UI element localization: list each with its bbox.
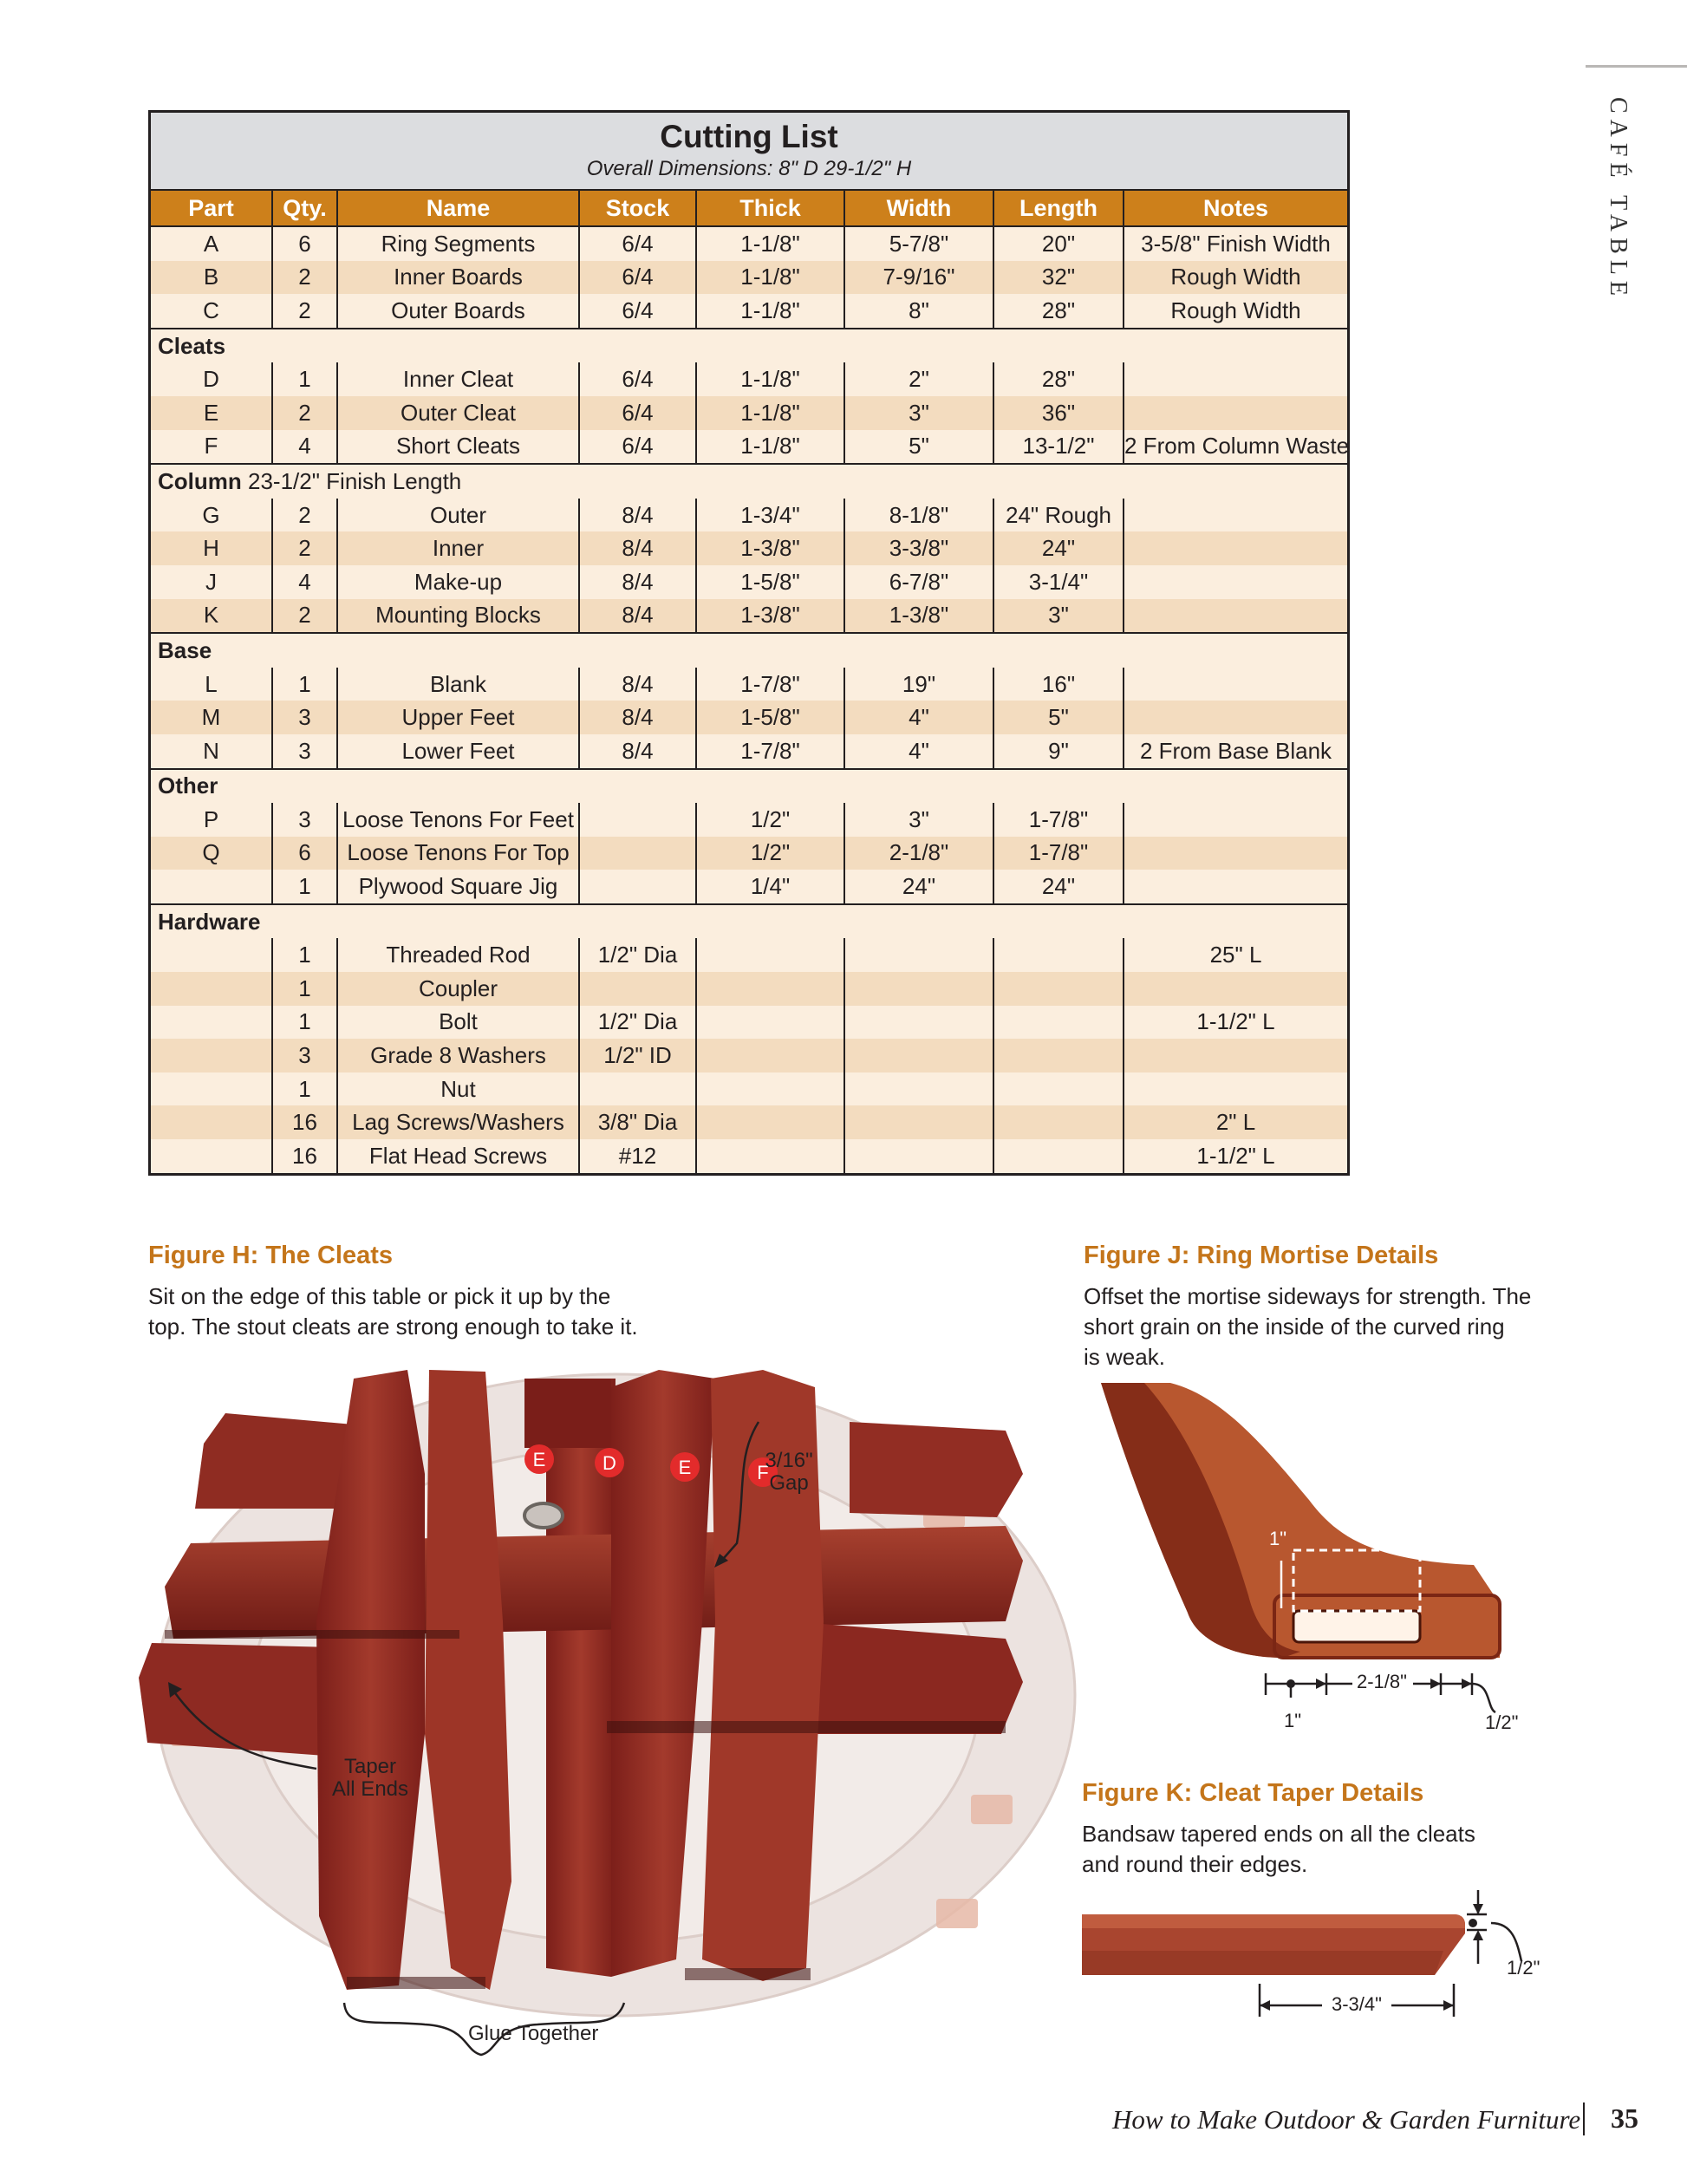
table-row bbox=[151, 1039, 1347, 1072]
figure-k-description: Bandsaw tapered ends on all the cleats and round their edges. bbox=[1082, 1821, 1475, 1877]
table-row bbox=[151, 261, 1347, 295]
table-cell: Threaded Rod bbox=[337, 938, 579, 972]
marker-f-label: F bbox=[757, 1462, 769, 1483]
table-cell: 4" bbox=[844, 734, 993, 769]
table-row bbox=[151, 1006, 1347, 1040]
table-cell bbox=[151, 972, 272, 1006]
table-cell: 1-3/8" bbox=[696, 599, 844, 634]
table-cell: Mounting Blocks bbox=[337, 599, 579, 634]
table-cell: Make-up bbox=[337, 565, 579, 599]
table-cell: 3" bbox=[993, 599, 1124, 634]
table-cell: 1-1/2" L bbox=[1124, 1006, 1347, 1040]
mortise-end-label: 1/2" bbox=[1485, 1711, 1519, 1733]
marker-d-label: D bbox=[602, 1452, 616, 1474]
table-cell: 2 bbox=[272, 294, 337, 329]
section-label-bold: Cleats bbox=[158, 332, 226, 359]
table-cell: 6/4 bbox=[579, 261, 696, 295]
table-cell: 2 bbox=[272, 499, 337, 532]
table-row bbox=[151, 837, 1347, 870]
table-cell: 3-3/8" bbox=[844, 531, 993, 565]
table-row bbox=[151, 599, 1347, 634]
table-cell: Bolt bbox=[337, 1006, 579, 1040]
section-label-bold: Column bbox=[158, 467, 242, 494]
table-cell: 8/4 bbox=[579, 701, 696, 734]
table-cell bbox=[151, 1139, 272, 1173]
page-number: 35 bbox=[1611, 2103, 1638, 2134]
column-header: Stock bbox=[579, 191, 696, 226]
gap-label: 3/16" Gap bbox=[765, 1449, 813, 1495]
cutting-list-subtitle: Overall Dimensions: 8" D 29-1/2" H bbox=[586, 157, 912, 180]
table-cell: 6-7/8" bbox=[844, 565, 993, 599]
table-cell bbox=[1124, 565, 1347, 599]
center-washer bbox=[524, 1503, 563, 1528]
table-cell: 8/4 bbox=[579, 668, 696, 701]
table-cell: Rough Width bbox=[1124, 261, 1347, 295]
table-cell: 1 bbox=[272, 1072, 337, 1106]
table-cell bbox=[151, 1072, 272, 1106]
figure-h-title: Figure H: The Cleats bbox=[148, 1242, 393, 1269]
table-cell bbox=[696, 972, 844, 1006]
mortise bbox=[1293, 1611, 1420, 1642]
table-cell: G bbox=[151, 499, 272, 532]
table-cell: Rough Width bbox=[1124, 294, 1347, 329]
table-cell: A bbox=[151, 226, 272, 261]
table-cell: 8/4 bbox=[579, 599, 696, 634]
table-row bbox=[151, 972, 1347, 1006]
table-cell: Outer bbox=[337, 499, 579, 532]
table-cell: P bbox=[151, 803, 272, 837]
table-cell: 1-3/8" bbox=[696, 531, 844, 565]
table-row bbox=[151, 226, 1347, 261]
table-cell: 1-7/8" bbox=[696, 734, 844, 769]
section-label-note: 23-1/2" Finish Length bbox=[241, 467, 462, 494]
table-cell: 2 bbox=[272, 261, 337, 295]
table-cell: 3 bbox=[272, 701, 337, 734]
column-header: Name bbox=[337, 191, 579, 226]
table-cell: 8/4 bbox=[579, 565, 696, 599]
table-cell: 8/4 bbox=[579, 499, 696, 532]
table-cell: Loose Tenons For Feet bbox=[337, 803, 579, 837]
table-cell bbox=[151, 1105, 272, 1139]
table-cell: 1 bbox=[272, 870, 337, 904]
table-cell bbox=[993, 1072, 1124, 1106]
table-cell bbox=[1124, 803, 1347, 837]
table-cell bbox=[844, 972, 993, 1006]
table-cell: Loose Tenons For Top bbox=[337, 837, 579, 870]
section-row bbox=[151, 633, 1347, 668]
table-cell: 3-5/8" Finish Width bbox=[1124, 226, 1347, 261]
table-cell: 1-3/8" bbox=[844, 599, 993, 634]
table-cell: 3" bbox=[844, 396, 993, 430]
marker-e2-label: E bbox=[678, 1457, 692, 1478]
section-title: CAFÉ TABLE bbox=[1605, 97, 1632, 303]
table-cell: 13-1/2" bbox=[993, 430, 1124, 465]
table-cell: 6/4 bbox=[579, 226, 696, 261]
table-cell bbox=[1124, 870, 1347, 904]
table-cell: 16 bbox=[272, 1139, 337, 1173]
table-cell: J bbox=[151, 565, 272, 599]
cutting-list-title: Cutting List bbox=[660, 119, 838, 154]
column-header: Length bbox=[993, 191, 1124, 226]
table-cell: 3 bbox=[272, 1039, 337, 1072]
table-row bbox=[151, 565, 1347, 599]
table-row bbox=[151, 499, 1347, 532]
table-cell: 3/8" Dia bbox=[579, 1105, 696, 1139]
table-cell: 24" bbox=[844, 870, 993, 904]
table-cell bbox=[1124, 396, 1347, 430]
table-cell: 8/4 bbox=[579, 734, 696, 769]
table-cell bbox=[844, 1139, 993, 1173]
marker-e1-label: E bbox=[532, 1449, 546, 1470]
section-label bbox=[151, 329, 1347, 363]
table-cell: F bbox=[151, 430, 272, 465]
figure-j-description: Offset the mortise sideways for strength. The short grain on the inside of the curved ring is weak. bbox=[1084, 1283, 1532, 1370]
section-label bbox=[151, 633, 1347, 668]
table-cell: 28" bbox=[993, 362, 1124, 396]
table-cell: 6 bbox=[272, 226, 337, 261]
table-cell: Flat Head Screws bbox=[337, 1139, 579, 1173]
table-cell: 9" bbox=[993, 734, 1124, 769]
table-cell: 1-1/8" bbox=[696, 226, 844, 261]
table-cell: 1-1/8" bbox=[696, 430, 844, 465]
table-row bbox=[151, 362, 1347, 396]
section-row bbox=[151, 329, 1347, 363]
table-cell bbox=[696, 1072, 844, 1106]
table-cell bbox=[844, 938, 993, 972]
mortise-length-label: 2-1/8" bbox=[1357, 1671, 1407, 1692]
table-cell bbox=[993, 1105, 1124, 1139]
table-cell: 1/2" bbox=[696, 803, 844, 837]
table-cell: 4 bbox=[272, 430, 337, 465]
table-cell: Lag Screws/Washers bbox=[337, 1105, 579, 1139]
table-cell: E bbox=[151, 396, 272, 430]
table-row bbox=[151, 430, 1347, 465]
table-cell: 5-7/8" bbox=[844, 226, 993, 261]
table-cell: 1/2" ID bbox=[579, 1039, 696, 1072]
table-cell bbox=[1124, 837, 1347, 870]
table-cell: 5" bbox=[844, 430, 993, 465]
table-cell bbox=[993, 972, 1124, 1006]
table-row bbox=[151, 701, 1347, 734]
section-row bbox=[151, 769, 1347, 804]
table-cell bbox=[993, 1039, 1124, 1072]
table-cell: K bbox=[151, 599, 272, 634]
table-cell: 5" bbox=[993, 701, 1124, 734]
table-cell: 36" bbox=[993, 396, 1124, 430]
table-cell: 32" bbox=[993, 261, 1124, 295]
table-cell: N bbox=[151, 734, 272, 769]
figure-h-cleats-illustration bbox=[139, 1361, 1084, 2063]
table-cell bbox=[151, 1006, 272, 1040]
table-cell: 1/2" Dia bbox=[579, 1006, 696, 1040]
table-cell: Plywood Square Jig bbox=[337, 870, 579, 904]
table-cell: 1-1/8" bbox=[696, 396, 844, 430]
table-row bbox=[151, 1072, 1347, 1106]
table-row bbox=[151, 668, 1347, 701]
table-cell bbox=[696, 1039, 844, 1072]
table-cell bbox=[579, 837, 696, 870]
table-cell: 16" bbox=[993, 668, 1124, 701]
table-cell: 2" L bbox=[1124, 1105, 1347, 1139]
table-cell bbox=[993, 938, 1124, 972]
table-row bbox=[151, 531, 1347, 565]
table-cell: 1-7/8" bbox=[993, 837, 1124, 870]
table-cell bbox=[844, 1006, 993, 1040]
table-cell bbox=[151, 870, 272, 904]
table-cell: 28" bbox=[993, 294, 1124, 329]
table-row bbox=[151, 396, 1347, 430]
table-cell: Outer Boards bbox=[337, 294, 579, 329]
taper-label: Taper All Ends bbox=[331, 1755, 409, 1801]
cleat-top-edge bbox=[1082, 1914, 1465, 1928]
table-row bbox=[151, 1105, 1347, 1139]
table-cell: 1 bbox=[272, 938, 337, 972]
table-cell: Q bbox=[151, 837, 272, 870]
table-cell: 6/4 bbox=[579, 362, 696, 396]
table-cell: 1/2" Dia bbox=[579, 938, 696, 972]
table-cell: 16 bbox=[272, 1105, 337, 1139]
table-cell bbox=[993, 1139, 1124, 1173]
footer-book-title: How to Make Outdoor & Garden Furniture bbox=[1112, 2104, 1581, 2135]
section-label bbox=[151, 464, 1347, 499]
table-cell: 1 bbox=[272, 972, 337, 1006]
table-cell: 3" bbox=[844, 803, 993, 837]
table-cell: 1-7/8" bbox=[993, 803, 1124, 837]
mortise-offset-label: 1" bbox=[1284, 1710, 1302, 1731]
table-cell bbox=[696, 1139, 844, 1173]
table-cell: 6/4 bbox=[579, 430, 696, 465]
table-cell: 1-5/8" bbox=[696, 565, 844, 599]
table-cell: M bbox=[151, 701, 272, 734]
table-cell: Inner Boards bbox=[337, 261, 579, 295]
table-cell: 19" bbox=[844, 668, 993, 701]
table-cell: H bbox=[151, 531, 272, 565]
table-cell: 4" bbox=[844, 701, 993, 734]
column-header: Thick bbox=[696, 191, 844, 226]
table-cell bbox=[844, 1039, 993, 1072]
table-cell bbox=[579, 803, 696, 837]
table-cell bbox=[1124, 1072, 1347, 1106]
table-cell: Lower Feet bbox=[337, 734, 579, 769]
header-row bbox=[151, 191, 1347, 226]
table-cell: Inner Cleat bbox=[337, 362, 579, 396]
table-cell: Outer Cleat bbox=[337, 396, 579, 430]
table-cell: 1-1/8" bbox=[696, 362, 844, 396]
table-cell bbox=[1124, 668, 1347, 701]
table-cell bbox=[696, 1006, 844, 1040]
table-cell: 1 bbox=[272, 362, 337, 396]
table-cell bbox=[579, 972, 696, 1006]
figure-k-title: Figure K: Cleat Taper Details bbox=[1082, 1779, 1424, 1807]
table-cell bbox=[1124, 972, 1347, 1006]
table-cell bbox=[151, 938, 272, 972]
table-row bbox=[151, 1139, 1347, 1173]
table-cell: Ring Segments bbox=[337, 226, 579, 261]
table-cell: 1/2" bbox=[696, 837, 844, 870]
table-cell: 25" L bbox=[1124, 938, 1347, 972]
table-cell: 2" bbox=[844, 362, 993, 396]
cutting-list-header bbox=[151, 113, 1347, 191]
table-cell: C bbox=[151, 294, 272, 329]
table-cell bbox=[993, 1006, 1124, 1040]
table-cell: 24" bbox=[993, 531, 1124, 565]
table-cell: 6/4 bbox=[579, 396, 696, 430]
table-cell: 6/4 bbox=[579, 294, 696, 329]
cutting-list-body bbox=[151, 226, 1350, 1173]
table-cell: 1-1/8" bbox=[696, 261, 844, 295]
table-cell: Blank bbox=[337, 668, 579, 701]
figure-j-title: Figure J: Ring Mortise Details bbox=[1084, 1242, 1439, 1269]
table-cell: D bbox=[151, 362, 272, 396]
section-label-bold: Base bbox=[158, 636, 212, 663]
table-cell bbox=[1124, 362, 1347, 396]
table-cell: Coupler bbox=[337, 972, 579, 1006]
section-label-bold: Hardware bbox=[158, 908, 261, 935]
table-cell: 8" bbox=[844, 294, 993, 329]
section-label-bold: Other bbox=[158, 773, 218, 799]
column-header: Part bbox=[151, 191, 272, 226]
table-cell: 1 bbox=[272, 668, 337, 701]
table-cell: 2 bbox=[272, 531, 337, 565]
figure-h-description: Sit on the edge of this table or pick it up by the top. The stout cleats are strong enough to take it. bbox=[148, 1283, 638, 1340]
table-cell: Short Cleats bbox=[337, 430, 579, 465]
column-header: Qty. bbox=[272, 191, 337, 226]
figure-k-cleat-illustration bbox=[1079, 1881, 1556, 2037]
table-cell: L bbox=[151, 668, 272, 701]
cutting-list-table bbox=[148, 110, 1350, 1176]
table-cell: 7-9/16" bbox=[844, 261, 993, 295]
section-label bbox=[151, 904, 1347, 939]
column-header: Width bbox=[844, 191, 993, 226]
table-cell: 1/4" bbox=[696, 870, 844, 904]
section-row bbox=[151, 904, 1347, 939]
table-cell bbox=[151, 1039, 272, 1072]
table-cell bbox=[696, 938, 844, 972]
table-cell: 8/4 bbox=[579, 531, 696, 565]
table-cell bbox=[1124, 599, 1347, 634]
cutting-list-grid bbox=[151, 191, 1350, 1173]
column-header: Notes bbox=[1124, 191, 1347, 226]
table-cell: 1-1/2" L bbox=[1124, 1139, 1347, 1173]
table-cell: Grade 8 Washers bbox=[337, 1039, 579, 1072]
table-cell: 2 From Column Waste bbox=[1124, 430, 1347, 465]
table-cell bbox=[1124, 701, 1347, 734]
table-cell bbox=[579, 870, 696, 904]
table-cell: 1-7/8" bbox=[696, 668, 844, 701]
table-row bbox=[151, 734, 1347, 769]
table-cell: 1-5/8" bbox=[696, 701, 844, 734]
table-cell: 3-1/4" bbox=[993, 565, 1124, 599]
table-cell: 8-1/8" bbox=[844, 499, 993, 532]
section-label bbox=[151, 769, 1347, 804]
table-cell: 2 bbox=[272, 396, 337, 430]
table-cell bbox=[844, 1105, 993, 1139]
table-cell: 1 bbox=[272, 1006, 337, 1040]
table-cell bbox=[1124, 1039, 1347, 1072]
table-cell bbox=[579, 1072, 696, 1106]
mortise-height-label: 1" bbox=[1269, 1528, 1287, 1549]
table-cell bbox=[1124, 531, 1347, 565]
top-rule bbox=[1586, 65, 1687, 68]
table-cell: 20" bbox=[993, 226, 1124, 261]
table-cell: Inner bbox=[337, 531, 579, 565]
table-cell bbox=[844, 1072, 993, 1106]
table-cell: 6 bbox=[272, 837, 337, 870]
footer-divider bbox=[1583, 2103, 1585, 2135]
table-cell: 2-1/8" bbox=[844, 837, 993, 870]
table-cell: 24" Rough bbox=[993, 499, 1124, 532]
table-row bbox=[151, 294, 1347, 329]
table-cell: 24" bbox=[993, 870, 1124, 904]
figure-j-ring-illustration bbox=[1092, 1379, 1526, 1743]
table-cell: 4 bbox=[272, 565, 337, 599]
table-row bbox=[151, 870, 1347, 904]
table-cell: #12 bbox=[579, 1139, 696, 1173]
table-cell: 3 bbox=[272, 803, 337, 837]
table-cell: 2 From Base Blank bbox=[1124, 734, 1347, 769]
table-row bbox=[151, 803, 1347, 837]
table-cell: 1-3/4" bbox=[696, 499, 844, 532]
table-cell bbox=[1124, 499, 1347, 532]
section-row bbox=[151, 464, 1347, 499]
table-cell: B bbox=[151, 261, 272, 295]
table-cell: 3 bbox=[272, 734, 337, 769]
taper-end-label: 1/2" bbox=[1507, 1957, 1540, 1979]
table-cell bbox=[696, 1105, 844, 1139]
taper-length-label: 3-3/4" bbox=[1332, 1993, 1382, 2015]
table-row bbox=[151, 938, 1347, 972]
table-cell: Upper Feet bbox=[337, 701, 579, 734]
table-cell: 1-1/8" bbox=[696, 294, 844, 329]
table-cell: 2 bbox=[272, 599, 337, 634]
table-cell: Nut bbox=[337, 1072, 579, 1106]
glue-together-label: Glue Together bbox=[468, 2022, 599, 2045]
